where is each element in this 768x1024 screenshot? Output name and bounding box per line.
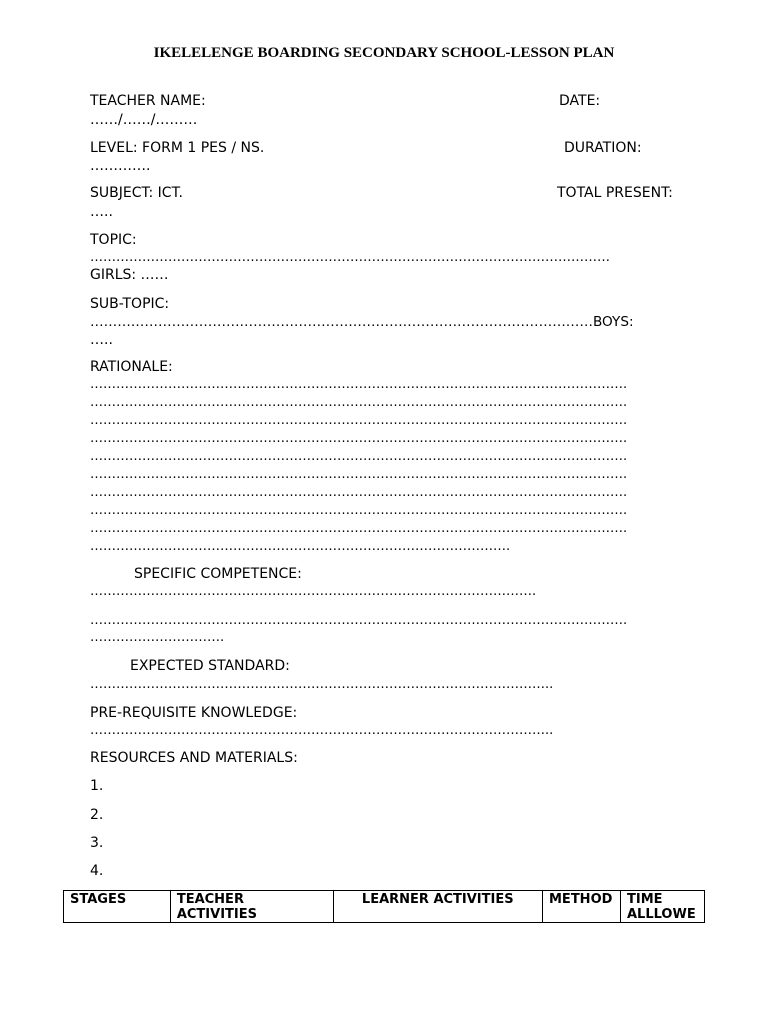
resource-item: 4.	[90, 863, 104, 879]
prerequisite-label: PRE-REQUISITE KNOWLEDGE:	[90, 705, 298, 721]
resource-item: 3.	[90, 835, 104, 851]
rationale-line: …………………………………………………………………………………….	[90, 539, 511, 554]
boys-value: …..	[90, 332, 113, 348]
rationale-line: …………………………………………………………………………………………………………….	[90, 503, 628, 518]
table-header-row	[64, 891, 705, 923]
resource-item: 1.	[90, 778, 104, 794]
rationale-line: …………………………………………………………………………………………………………….	[90, 377, 628, 392]
expected-standard-label: EXPECTED STANDARD:	[130, 658, 290, 674]
level-label: LEVEL: FORM 1 PES / NS.	[90, 140, 265, 156]
rationale-label: RATIONALE:	[90, 359, 173, 375]
expected-standard-dots: ……………………………………………………………………………………………..	[90, 677, 554, 692]
header-text: TIME ALLLOWE	[626, 892, 696, 922]
date-label: DATE:	[559, 93, 601, 109]
resource-item: 2.	[90, 807, 104, 823]
rationale-line: …………………………………………………………………………………………………………….	[90, 467, 628, 482]
topic-label: TOPIC:	[90, 232, 137, 248]
header-text: STAGES	[70, 892, 127, 907]
header-learner-activities	[333, 891, 542, 923]
date-value: ……/……/………	[90, 112, 198, 128]
specific-competence-label: SPECIFIC COMPETENCE:	[134, 566, 302, 582]
rationale-line: …………………………………………………………………………………………………………….	[90, 413, 628, 428]
rationale-line: …………………………………………………………………………………………………………….	[90, 431, 628, 446]
specific-competence-line: ………………………………………………………………………………………….	[90, 584, 537, 599]
topic-dots: …………………………………………………………………………………………………………	[90, 250, 610, 265]
rationale-line: …………………………………………………………………………………………………………….	[90, 485, 628, 500]
specific-competence-line: ………………………….	[90, 630, 225, 645]
document-title: IKELELENGE BOARDING SECONDARY SCHOOL-LESSON PLAN	[153, 45, 615, 61]
subject-label: SUBJECT: ICT.	[90, 185, 183, 201]
header-text: LEARNER ACTIVITIES	[361, 892, 514, 907]
duration-value: ………….	[90, 158, 151, 174]
resources-label: RESOURCES AND MATERIALS:	[90, 750, 298, 766]
header-teacher-activities	[170, 891, 333, 923]
prerequisite-dots: ……………………………………………………………………………………………..	[90, 723, 554, 738]
teacher-name-label: TEACHER NAME:	[90, 93, 206, 109]
rationale-line: …………………………………………………………………………………………………………….	[90, 449, 628, 464]
duration-label: DURATION:	[564, 140, 642, 156]
specific-competence-line: …………………………………………………………………………………………………………….	[90, 613, 628, 628]
header-stages	[64, 891, 171, 923]
girls-label: GIRLS: ……	[90, 267, 169, 283]
header-time-allowed	[620, 891, 704, 923]
total-present-label: TOTAL PRESENT:	[557, 185, 673, 201]
rationale-line: …………………………………………………………………………………………………………….	[90, 395, 628, 410]
header-text: TEACHER ACTIVITIES	[176, 892, 257, 922]
subtopic-dots: …………………………………………………………………………………………………BOYS:	[90, 314, 634, 330]
lesson-stages-table	[63, 890, 705, 923]
header-method	[543, 891, 621, 923]
rationale-line: …………………………………………………………………………………………………………….	[90, 521, 628, 536]
subtopic-label: SUB-TOPIC:	[90, 296, 170, 312]
header-text: METHOD	[549, 892, 613, 907]
total-present-value: …..	[90, 204, 113, 220]
